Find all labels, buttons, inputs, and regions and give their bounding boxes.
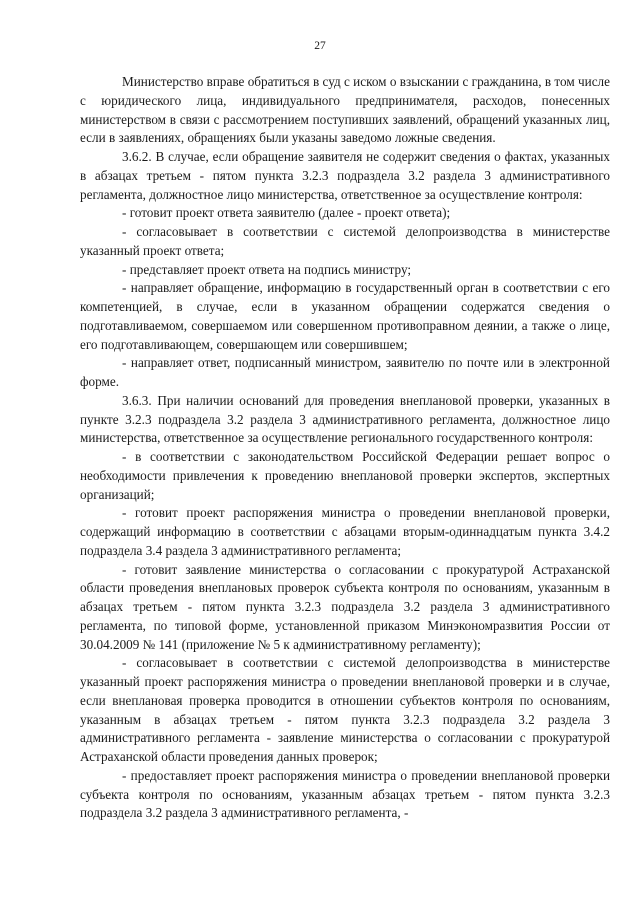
list-item-prepare-order: - готовит проект распоряжения министра о проведении внеплановой проверки, содержащий информацию в соответствии с абзацами вторым-одиннадцатым пункта 3.4.2 подраздела 3.4 раздела 3 административного регламента;	[80, 505, 610, 558]
paragraph-3-6-2: 3.6.2. В случае, если обращение заявителя не содержит сведения о фактах, указанных в абзацах третьем - пятом пункта 3.2.3 подраздела 3.2 раздела 3 административного регламента, должностное лицо министерства, ответственное за осуществление контроля:	[80, 149, 610, 202]
list-item-prepare-response: - готовит проект ответа заявителю (далее - проект ответа);	[122, 205, 451, 221]
paragraph-lawsuit: Министерство вправе обратиться в суд с иском о взыскании с гражданина, в том числе с юридического лица, индивидуального предпринимателя, расходов, понесенных министерством в связи с рассмотрением поступивших заявлений, обращений указанных лиц, если в заявлениях, обращениях были указаны заведомо ложные сведения.	[80, 74, 610, 146]
list-item-forward-appeal: - направляет обращение, информацию в государственный орган в соответствии с его компетенцией, в случае, если в указанном обращении содержатся сведения о подготавливаемом, совершаемом или совершенном противоправном деянии, а также о лице, его подготавливающем, совершающем или совершившем;	[80, 280, 610, 352]
list-item-approve-response: - согласовывает в соответствии с системой делопроизводства в министерстве указанный проект ответа;	[80, 224, 610, 258]
list-item-send-response: - направляет ответ, подписанный министром, заявителю по почте или в электронной форме.	[80, 355, 610, 389]
paragraph-3-6-3: 3.6.3. При наличии оснований для проведения внеплановой проверки, указанных в пункте 3.2.3 подраздела 3.2 раздела 3 административного регламента, должностное лицо министерства, ответственное за осуществление регионального государственного контроля:	[80, 392, 610, 446]
list-item-prosecutor-application: - готовит заявление министерства о согласовании с прокуратурой Астраханской области проведения внеплановых проверок субъекта контроля по основаниям, указанным в абзацах третьем - пятом пункта 3.2.3 подраздела 3.2 раздела 3 административного регламента, по типовой форме, установленной приказом Минэкономразвития России от 30.04.2009 № 141 (приложение № 5 к административному регламенту);	[80, 561, 610, 652]
page-number: 27	[314, 40, 326, 52]
list-item-approve-order: - согласовывает в соответствии с системой делопроизводства в министерстве указанный проект распоряжения министра о проведении внеплановой проверки и в случае, если внеплановая проверка проводится в отношении субъектов контроля по основаниям, указанным в абзацах третьем - пятом пункта 3.2.3 подраздела 3.2 раздела 3 административного регламента - заявление министерства о согласовании с прокуратурой Астраханской области проведения данных проверок;	[80, 655, 610, 764]
list-item-experts: - в соответствии с законодательством Российской Федерации решает вопрос о необходимости привлечения к проведению внеплановой проверки экспертов, экспертных организаций;	[80, 449, 610, 502]
document-body	[80, 73, 610, 823]
list-item-provide-order: - предоставляет проект распоряжения министра о проведении внеплановой проверки субъекта контроля по основаниям, указанным абзацах третьем - пятом пункта 3.2.3 подраздела 3.2 раздела 3 административного регламента, -	[80, 767, 610, 821]
list-item-submit-response: - представляет проект ответа на подпись министру;	[122, 261, 412, 277]
